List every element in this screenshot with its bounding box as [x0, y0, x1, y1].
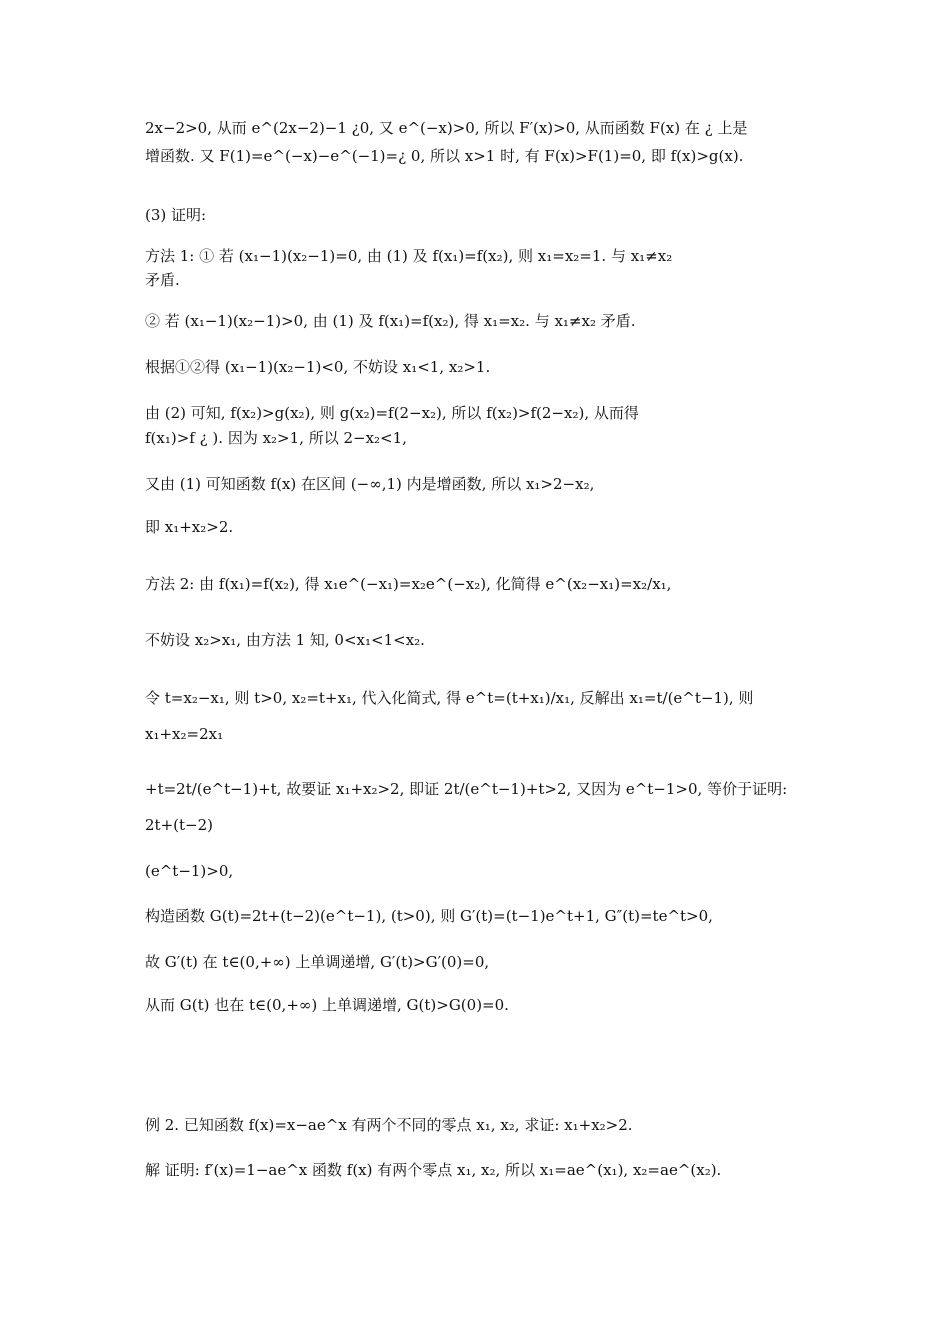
text-line: 方法 2: 由 f(x₁)=f(x₂), 得 x₁e^(−x₁)=x₂e^(−x₂), 化简得 e^(x₂−x₁)=x₂/x₁, — [145, 575, 672, 593]
text-line: 令 t=x₂−x₁, 则 t>0, x₂=t+x₁, 代入化简式, 得 e^t=(t+x₁)/x₁, 反解出 x₁=t/(e^t−1), 则 — [145, 689, 754, 707]
text-line: 从而 G(t) 也在 t∈(0,+∞) 上单调递增, G(t)>G(0)=0. — [145, 996, 509, 1014]
text-line: 根据①②得 (x₁−1)(x₂−1)<0, 不妨设 x₁<1, x₂>1. — [145, 358, 491, 376]
text-line: x₁+x₂=2x₁ — [145, 725, 224, 743]
text-line: ② 若 (x₁−1)(x₂−1)>0, 由 (1) 及 f(x₁)=f(x₂), 得 x₁=x₂. 与 x₁≠x₂ 矛盾. — [145, 312, 636, 330]
section-heading: (3) 证明: — [145, 206, 207, 224]
text-line: 即 x₁+x₂>2. — [145, 518, 234, 536]
text-line: 增函数. 又 F(1)=e^(−x)−e^(−1)=¿ 0, 所以 x>1 时, 有 F(x)>F(1)=0, 即 f(x)>g(x). — [145, 147, 744, 165]
text-line: 矛盾. — [145, 271, 180, 289]
text-line: 构造函数 G(t)=2t+(t−2)(e^t−1), (t>0), 则 G′(t)=(t−1)e^t+1, G″(t)=te^t>0, — [145, 907, 713, 925]
text-line: 2t+(t−2) — [145, 816, 213, 834]
text-line: f(x₁)>f ¿ ). 因为 x₂>1, 所以 2−x₂<1, — [145, 429, 407, 447]
text-line: +t=2t/(e^t−1)+t, 故要证 x₁+x₂>2, 即证 2t/(e^t−1)+t>2, 又因为 e^t−1>0, 等价于证明: — [145, 780, 788, 798]
example-heading: 例 2. 已知函数 f(x)=x−ae^x 有两个不同的零点 x₁, x₂, 求证: x₁+x₂>2. — [145, 1116, 633, 1134]
text-line: (e^t−1)>0, — [145, 862, 234, 880]
text-line: 解 证明: f′(x)=1−ae^x 函数 f(x) 有两个零点 x₁, x₂, 所以 x₁=ae^(x₁), x₂=ae^(x₂). — [145, 1161, 722, 1179]
text-line: 故 G′(t) 在 t∈(0,+∞) 上单调递增, G′(t)>G′(0)=0, — [145, 953, 490, 971]
text-line: 不妨设 x₂>x₁, 由方法 1 知, 0<x₁<1<x₂. — [145, 631, 425, 649]
text-line: 方法 1: ① 若 (x₁−1)(x₂−1)=0, 由 (1) 及 f(x₁)=f(x₂), 则 x₁=x₂=1. 与 x₁≠x₂ — [145, 247, 673, 265]
text-line: 由 (2) 可知, f(x₂)>g(x₂), 则 g(x₂)=f(2−x₂), 所以 f(x₂)>f(2−x₂), 从而得 — [145, 404, 639, 422]
text-line: 2x−2>0, 从而 e^(2x−2)−1 ¿0, 又 e^(−x)>0, 所以 F′(x)>0, 从而函数 F(x) 在 ¿ 上是 — [145, 119, 748, 137]
text-line: 又由 (1) 可知函数 f(x) 在区间 (−∞,1) 内是增函数, 所以 x₁>2−x₂, — [145, 475, 595, 493]
